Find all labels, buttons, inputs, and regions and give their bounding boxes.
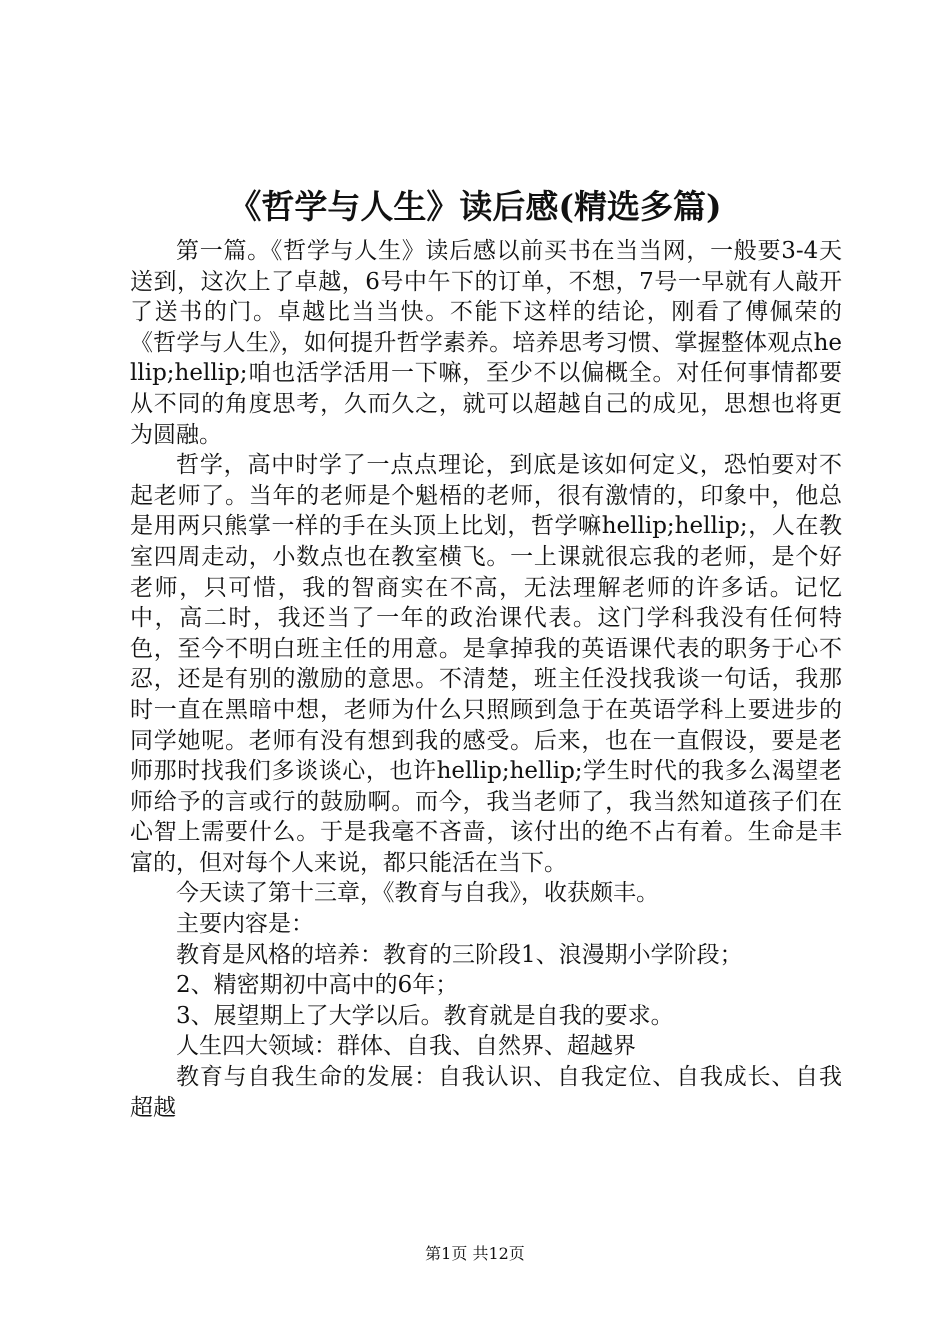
paragraph: 第一篇。《哲学与人生》读后感以前买书在当当网，一般要3-4天送到，这次上了卓越，6号中午下的订单，不想，7号一早就有人敲开了送书的门。卓越比当当快。不能下这样的结论，刚看了傅佩荣的《哲学与人生》，如何提升哲学素养。培养思考习惯、掌握整体观点hellip;hellip;咱也活学活用一下嘛，至少不以偏概全。对任何事情都要从不同的角度思考，久而久之，就可以超越自己的成见，思想也将更为圆融。: [130, 238, 842, 448]
paragraph: 3、展望期上了大学以后。教育就是自我的要求。: [176, 1002, 674, 1029]
paragraph: 哲学，高中时学了一点点理论，到底是该如何定义，恐怕要对不起老师了。当年的老师是个魁梧的老师，很有激情的，印象中，他总是用两只熊掌一样的手在头顶上比划，哲学嘛hellip;hellip;，人在教室四周走动，小数点也在教室横飞。一上课就很忘我的老师，是个好老师，只可惜，我的智商实在不高，无法理解老师的许多话。记忆中，高二时，我还当了一年的政治课代表。这门学科我没有任何特色，至今不明白班主任的用意。是拿掉我的英语课代表的职务于心不忍，还是有别的激励的意思。不清楚，班主任没找我谈一句话，我那时一直在黑暗中想，老师为什么只照顾到急于在英语学科上要进步的同学她呢。老师有没有想到我的感受。后来，也在一直假设，要是老师那时找我们多谈谈心，也许hellip;hellip;学生时代的我多么渴望老师给予的言或行的鼓励啊。而今，我当老师了，我当然知道孩子们在心智上需要什么。于是我毫不吝啬，该付出的绝不占有着。生命是丰富的，但对每个人来说，都只能活在当下。: [130, 452, 842, 876]
document-title: 《哲学与人生》读后感(精选多篇): [228, 187, 722, 226]
page-footer: 第1页 共12页: [425, 1244, 525, 1263]
paragraph: 今天读了第十三章，《教育与自我》，收获颇丰。: [176, 880, 659, 907]
document-body: [130, 236, 842, 1123]
paragraph: 主要内容是：: [176, 911, 314, 938]
paragraph: 人生四大领域：群体、自我、自然界、超越界: [176, 1033, 636, 1060]
paragraph: 2、精密期初中高中的6年；: [176, 972, 459, 999]
paragraph: 教育与自我生命的发展：自我认识、自我定位、自我成长、自我超越: [130, 1064, 842, 1121]
paragraph: 教育是风格的培养：教育的三阶段1、浪漫期小学阶段；: [176, 941, 743, 968]
